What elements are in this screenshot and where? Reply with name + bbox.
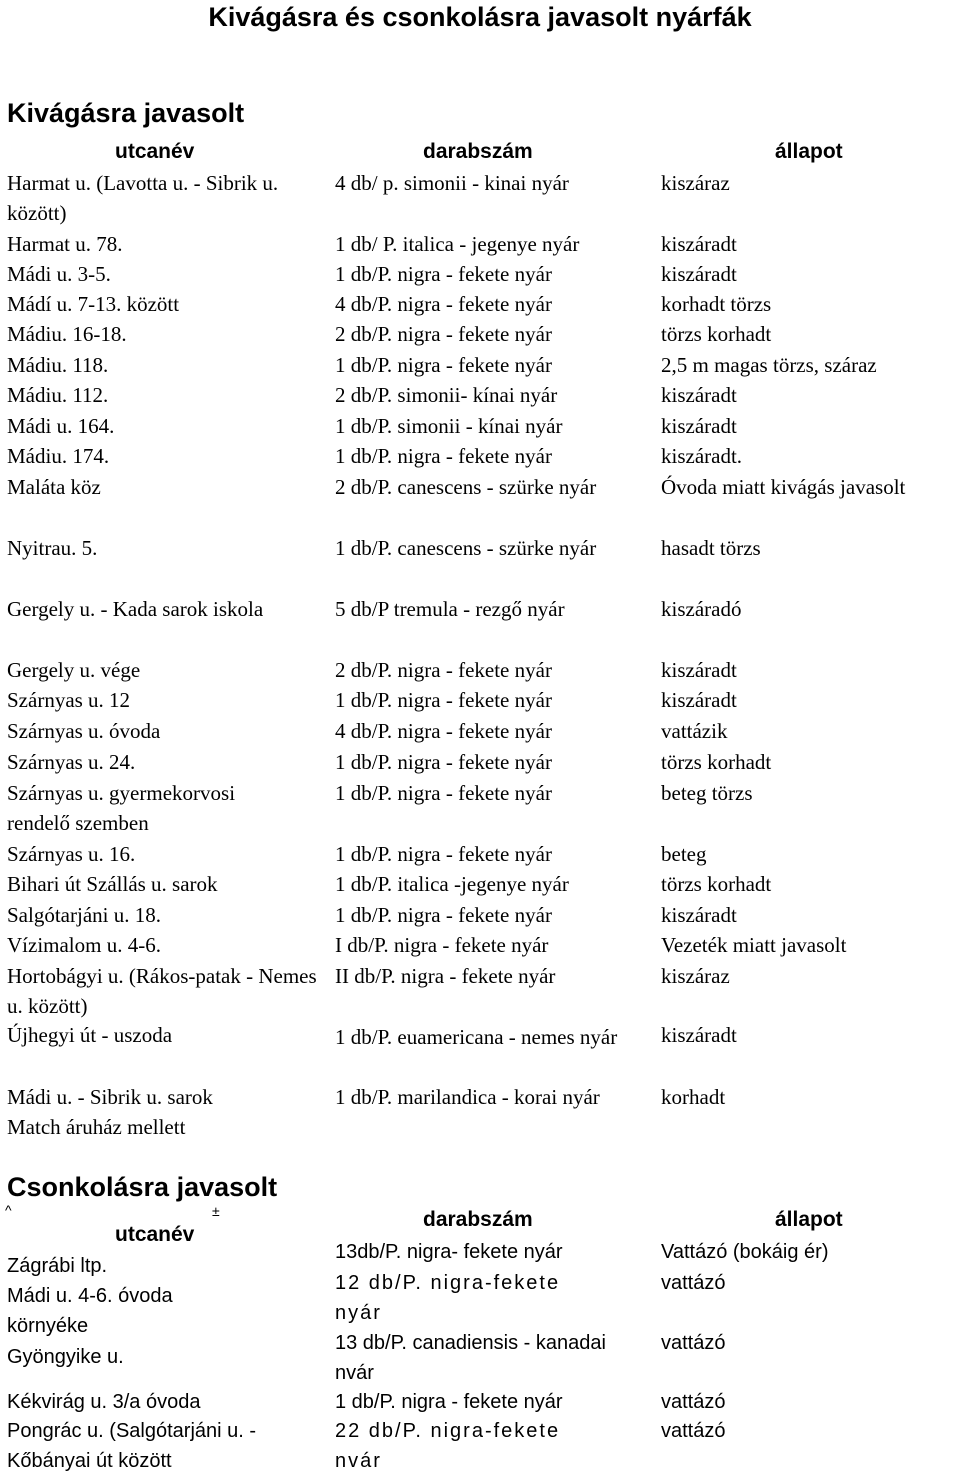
street-cell: Mádi u. 164. — [7, 414, 115, 438]
count-cell: 1 db/P. nigra - fekete nyár — [335, 444, 552, 468]
street-cell: Mádiu. 16-18. — [7, 322, 127, 346]
count-cell: 22 db/P. nigra-fekete nvár — [335, 1420, 561, 1472]
count-cell: 4 db/P. nigra - fekete nyár — [335, 292, 552, 316]
condition-cell: Vattázó (bokáig ér) — [661, 1241, 829, 1263]
street-cell: Maláta köz — [7, 475, 101, 499]
count-cell: I db/P. nigra - fekete nyár — [335, 933, 549, 957]
condition-cell: vattázó — [661, 1272, 726, 1294]
condition-cell: vattázó — [661, 1391, 726, 1413]
street-cell: Mádi u. 3-5. — [7, 262, 111, 286]
condition-cell: törzs korhadt — [661, 872, 772, 896]
street-cell: Harmat u. 78. — [7, 232, 123, 256]
condition-cell: kiszáradt — [661, 1023, 737, 1047]
street-cell: Szárnyas u. 16. — [7, 842, 136, 866]
count-cell: 1 db/P. nigra - fekete nyár — [335, 750, 552, 774]
street-cell: Újhegyi út - uszoda — [7, 1023, 173, 1047]
count-cell: 1 db/ P. italica - jegenye nyár — [335, 232, 580, 256]
condition-cell: kiszáraz — [661, 171, 730, 195]
street-cell: Zágrábi ltp. — [7, 1255, 108, 1277]
count-cell: 1 db/P. nigra - fekete nyár — [335, 842, 552, 866]
page-title: Kivágásra és csonkolásra javasolt nyárfák — [208, 2, 752, 32]
count-cell: 13db/P. nigra- fekete nyár — [335, 1241, 563, 1263]
condition-cell: Vezeték miatt javasolt — [661, 933, 847, 957]
count-cell: 2 db/P. canescens - szürke nyár — [335, 475, 597, 499]
street-cell: Mádi u. 4-6. óvoda környéke — [7, 1285, 173, 1337]
condition-cell: vattázik — [661, 719, 728, 743]
column-header-street: utcanév — [115, 140, 195, 163]
count-cell: 1 db/P. nigra - fekete nyár — [335, 781, 552, 805]
street-cell: Nyitrau. 5. — [7, 536, 98, 560]
column-header-condition: állapot — [775, 140, 843, 163]
street-cell: Salgótarjáni u. 18. — [7, 903, 161, 927]
count-cell: II db/P. nigra - fekete nyár — [335, 964, 556, 988]
count-cell: 1 db/P. euamericana - nemes nyár — [335, 1025, 618, 1049]
count-cell: 1 db/P. nigra - fekete nyár — [335, 353, 552, 377]
condition-cell: korhadt — [661, 1085, 726, 1109]
condition-cell: 2,5 m magas törzs, száraz — [661, 353, 877, 377]
count-cell: 2 db/P. simonii- kínai nyár — [335, 383, 558, 407]
condition-cell: korhadt törzs — [661, 292, 772, 316]
street-cell: Szárnyas u. 12 — [7, 688, 131, 712]
count-cell: 1 db/P. simonii - kínai nyár — [335, 414, 563, 438]
count-cell: 12 db/P. nigra-fekete nyár — [335, 1272, 561, 1324]
count-cell: 1 db/P. italica -jegenye nyár — [335, 872, 569, 896]
count-cell: 13 db/P. canadiensis - kanadai nvár — [335, 1332, 606, 1384]
count-cell: 2 db/P. nigra - fekete nyár — [335, 658, 552, 682]
count-cell: 1 db/P. marilandica - korai nyár — [335, 1085, 600, 1109]
count-cell: 1 db/P. nigra - fekete nyár — [335, 1391, 563, 1413]
street-cell: Vízimalom u. 4-6. — [7, 933, 161, 957]
street-cell: Mádí u. 7-13. között — [7, 292, 180, 316]
condition-cell: beteg — [661, 842, 707, 866]
count-cell: 1 db/P. nigra - fekete nyár — [335, 688, 552, 712]
street-cell: Mádiu. 118. — [7, 353, 109, 377]
street-cell: Gyöngyike u. — [7, 1346, 124, 1368]
column-header-street: utcanév — [115, 1223, 195, 1246]
condition-cell: Óvoda miatt kivágás javasolt — [661, 475, 906, 499]
count-cell: 2 db/P. nigra - fekete nyár — [335, 322, 552, 346]
condition-cell: kiszáradó — [661, 597, 742, 621]
street-cell: Szárnyas u. 24. — [7, 750, 136, 774]
condition-cell: kiszáradt — [661, 903, 737, 927]
count-cell: 1 db/P. nigra - fekete nyár — [335, 262, 552, 286]
street-cell: Mádi u. - Sibrik u. sarok Match áruház mellett — [7, 1085, 213, 1139]
street-cell: Kékvirág u. 3/a óvoda — [7, 1391, 201, 1413]
street-cell: Mádiu. 174. — [7, 444, 110, 468]
condition-cell: kiszáradt — [661, 658, 737, 682]
street-cell: Harmat u. (Lavotta u. - Sibrik u. között) — [7, 171, 279, 225]
street-cell: Gergely u. - Kada sarok iskola — [7, 597, 264, 621]
street-cell: Gergely u. vége — [7, 658, 141, 682]
stray-mark: ^ — [5, 1202, 12, 1218]
condition-cell: kiszáraz — [661, 964, 730, 988]
count-cell: 4 db/P. nigra - fekete nyár — [335, 719, 552, 743]
count-cell: 1 db/P. nigra - fekete nyár — [335, 903, 552, 927]
count-cell: 1 db/P. canescens - szürke nyár — [335, 536, 597, 560]
column-header-condition: állapot — [775, 1208, 843, 1231]
condition-cell: törzs korhadt — [661, 750, 772, 774]
column-header-count: darabszám — [423, 1208, 533, 1231]
street-cell: Bihari út Szállás u. sarok — [7, 872, 218, 896]
column-header-count: darabszám — [423, 140, 533, 163]
condition-cell: kiszáradt — [661, 262, 737, 286]
stray-mark: ± — [212, 1203, 220, 1219]
condition-cell: hasadt törzs — [661, 536, 761, 560]
count-cell: 5 db/P tremula - rezgő nyár — [335, 597, 565, 621]
condition-cell: beteg törzs — [661, 781, 753, 805]
condition-cell: kiszáradt — [661, 232, 737, 256]
condition-cell: kiszáradt. — [661, 444, 743, 468]
count-cell: 4 db/ p. simonii - kinai nyár — [335, 171, 569, 195]
condition-cell: vattázó — [661, 1420, 726, 1442]
condition-cell: törzs korhadt — [661, 322, 772, 346]
condition-cell: kiszáradt — [661, 414, 737, 438]
street-cell: Szárnyas u. óvoda — [7, 719, 161, 743]
street-cell: Hortobágyi u. (Rákos-patak - Nemes u. között) — [7, 964, 317, 1018]
section-heading-pruning: Csonkolásra javasolt — [7, 1172, 278, 1202]
condition-cell: kiszáradt — [661, 383, 737, 407]
street-cell: Mádiu. 112. — [7, 383, 109, 407]
street-cell: Pongrác u. (Salgótarjáni u. - Kőbányai út között — [7, 1420, 257, 1472]
condition-cell: kiszáradt — [661, 688, 737, 712]
condition-cell: vattázó — [661, 1332, 726, 1354]
section-heading-felling: Kivágásra javasolt — [7, 98, 245, 128]
street-cell: Szárnyas u. gyermekorvosi rendelő szemben — [7, 781, 236, 835]
